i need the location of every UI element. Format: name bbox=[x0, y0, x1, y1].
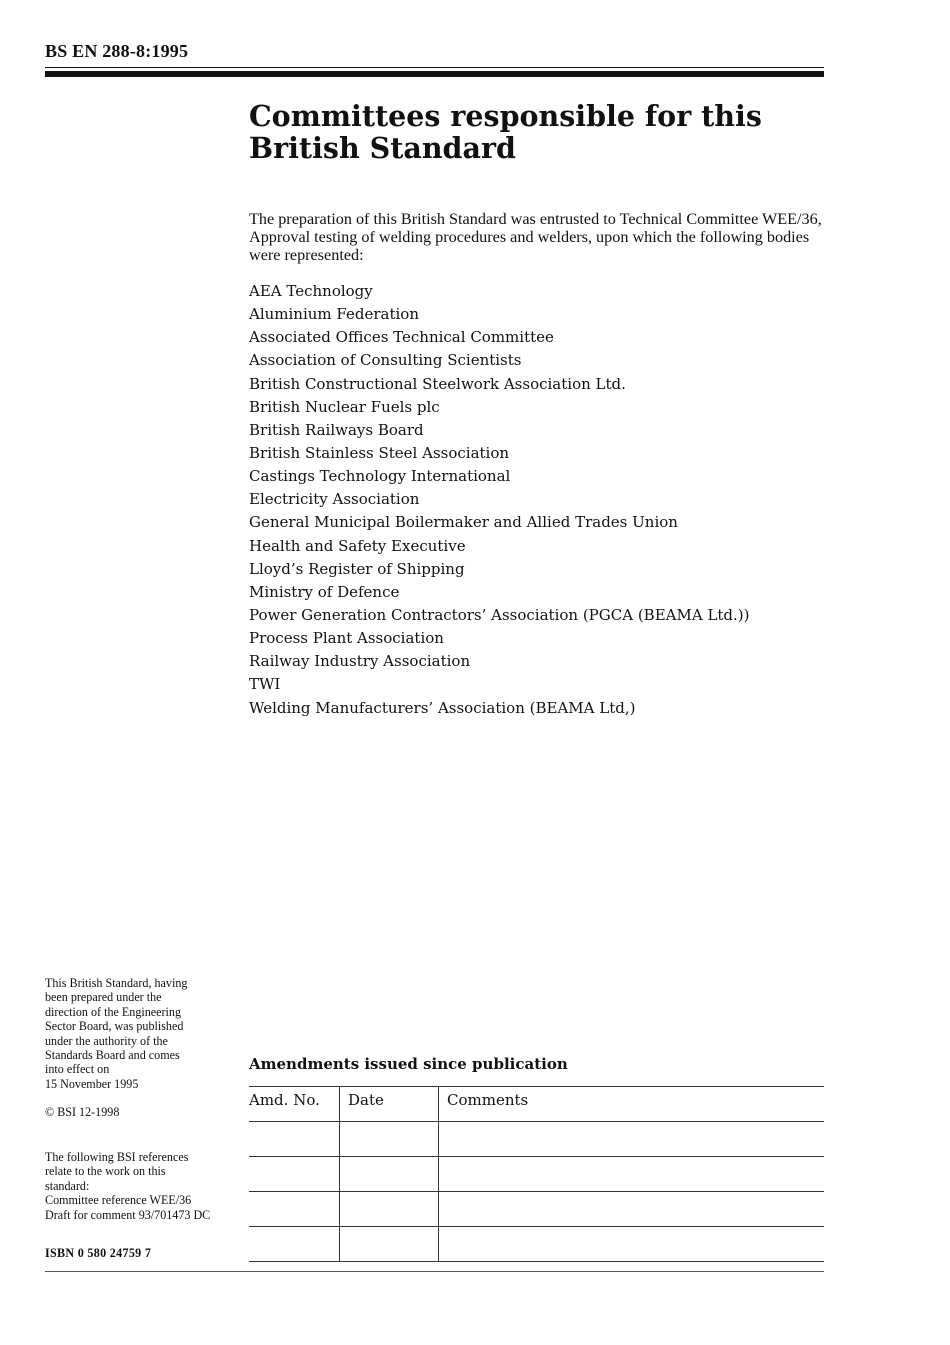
table-row bbox=[249, 1192, 824, 1227]
list-item: AEA Technology bbox=[249, 282, 373, 300]
bsi-references: The following BSI references relate to the work on this standard: Committee reference WEE/36 Draft for comment 93/701473 DC bbox=[45, 1150, 211, 1222]
list-item: British Railways Board bbox=[249, 420, 424, 439]
list-item: Castings Technology International bbox=[249, 467, 511, 486]
table-row bbox=[249, 1227, 824, 1262]
table-cell bbox=[340, 1192, 439, 1227]
publication-note: This British Standard, having been prepared under the direction of the Engineering Sector Board, was published under the authority of the Standards Board and comes into effect on 15 November 1995 bbox=[45, 976, 188, 1091]
intro-paragraph: The preparation of this British Standard was entrusted to Technical Committee WEE/36, Approval testing of welding procedures and welders, upon which the following bodies were represented: bbox=[249, 210, 822, 264]
list-item: British Constructional Steelwork Association Ltd. bbox=[249, 374, 626, 393]
list-item: Lloyd’s Register of Shipping bbox=[249, 559, 465, 578]
document-id: BS EN 288-8:1995 bbox=[45, 41, 189, 61]
list-item: Ministry of Defence bbox=[249, 582, 400, 601]
list-item: Associated Offices Technical Committee bbox=[249, 328, 554, 347]
list-item: British Nuclear Fuels plc bbox=[249, 397, 440, 416]
table-cell bbox=[439, 1157, 825, 1192]
table-row bbox=[249, 1122, 824, 1157]
amendments-body bbox=[249, 1122, 824, 1262]
footer-rule bbox=[45, 1271, 824, 1272]
amendments-header-row bbox=[249, 1087, 824, 1122]
list-item: Process Plant Association bbox=[249, 629, 444, 648]
column-header-amd-no: Amd. No. bbox=[249, 1087, 340, 1122]
header-rule-thick bbox=[45, 71, 824, 77]
page-title: Committees responsible for this British Standard bbox=[249, 99, 762, 165]
copyright-notice: © BSI 12-1998 bbox=[45, 1105, 120, 1119]
represented-bodies-list bbox=[249, 280, 750, 720]
list-item: Aluminium Federation bbox=[249, 305, 419, 324]
column-header-comments: Comments bbox=[439, 1087, 825, 1122]
amendments-heading: Amendments issued since publication bbox=[249, 1055, 568, 1073]
isbn: ISBN 0 580 24759 7 bbox=[45, 1246, 152, 1260]
table-cell bbox=[249, 1192, 340, 1227]
table-row bbox=[249, 1157, 824, 1192]
table-cell bbox=[340, 1157, 439, 1192]
table-cell bbox=[340, 1122, 439, 1157]
table-cell bbox=[249, 1122, 340, 1157]
table-cell bbox=[249, 1227, 340, 1262]
table-cell bbox=[340, 1227, 439, 1262]
header-rule-thin bbox=[45, 67, 824, 68]
list-item: General Municipal Boilermaker and Allied Trades Union bbox=[249, 513, 678, 532]
list-item: Power Generation Contractors’ Association (PGCA (BEAMA Ltd.)) bbox=[249, 605, 750, 624]
list-item: Health and Safety Executive bbox=[249, 536, 466, 555]
table-cell bbox=[439, 1192, 825, 1227]
list-item: Association of Consulting Scientists bbox=[249, 351, 522, 370]
amendments-table bbox=[249, 1086, 824, 1262]
list-item: Electricity Association bbox=[249, 490, 420, 509]
list-item: British Stainless Steel Association bbox=[249, 443, 510, 462]
table-cell bbox=[249, 1157, 340, 1192]
list-item: TWI bbox=[249, 675, 281, 694]
column-header-date: Date bbox=[340, 1087, 439, 1122]
list-item: Welding Manufacturers’ Association (BEAMA Ltd,) bbox=[249, 698, 636, 717]
table-cell bbox=[439, 1122, 825, 1157]
list-item: Railway Industry Association bbox=[249, 652, 471, 671]
table-cell bbox=[439, 1227, 825, 1262]
